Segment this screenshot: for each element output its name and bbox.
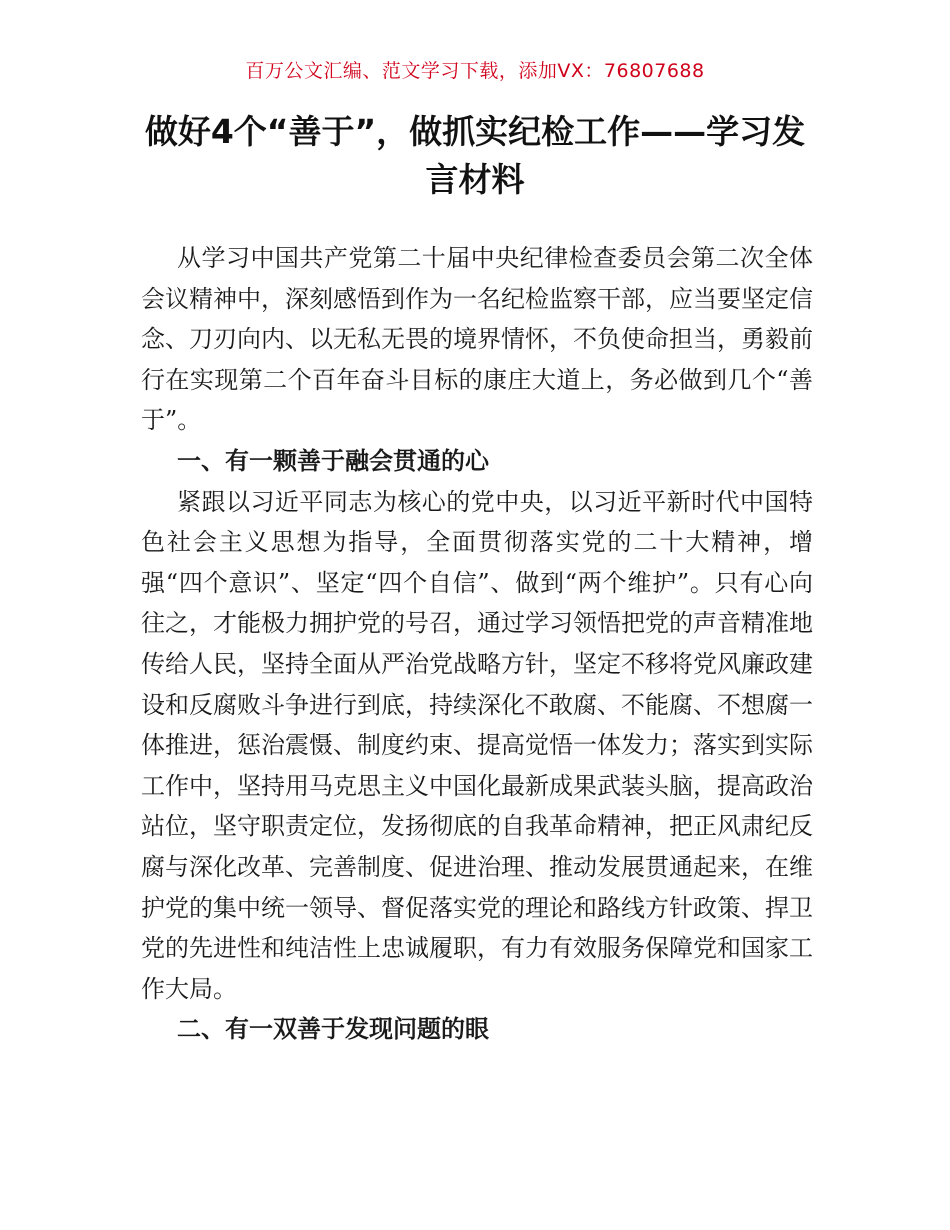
section-heading-2: 二、有一双善于发现问题的眼 — [177, 1015, 489, 1044]
document-title: 做好4个“善于”，做抓实纪检工作——学习发言材料 — [144, 112, 806, 199]
watermark-banner: 百万公文汇编、范文学习下载，添加VX：76807688 — [245, 60, 705, 82]
document-body — [141, 238, 813, 1050]
intro-paragraph: 从学习中国共产党第二十届中央纪律检查委员会第二次全体会议精神中，深刻感悟到作为一名纪检监察干部，应当要坚定信念、刀刃向内、以无私无畏的境界情怀，不负使命担当，勇毅前行在实现第二个百年奋斗目标的康庄大道上，务必做到几个“善于”。 — [141, 244, 813, 435]
section-1-paragraph: 紧跟以习近平同志为核心的党中央，以习近平新时代中国特色社会主义思想为指导，全面贯彻落实党的二十大精神，增强“四个意识”、坚定“四个自信”、做到“两个维护”。只有心向往之，才能极力拥护党的号召，通过学习领悟把党的声音精准地传给人民，坚持全面从严治党战略方针，坚定不移将党风廉政建设和反腐败斗争进行到底，持续深化不敢腐、不能腐、不想腐一体推进，惩治震慑、制度约束、提高觉悟一体发力；落实到实际工作中，坚持用马克思主义中国化最新成果武装头脑，提高政治站位，坚守职责定位，发扬彻底的自我革命精神，把正风肃纪反腐与深化改革、完善制度、促进治理、推动发展贯通起来，在维护党的集中统一领导、督促落实党的理论和路线方针政策、捍卫党的先进性和纯洁性上忠诚履职，有力有效服务保障党和国家工作大局。 — [141, 487, 813, 1003]
section-heading-1: 一、有一颗善于融会贯通的心 — [177, 446, 489, 475]
